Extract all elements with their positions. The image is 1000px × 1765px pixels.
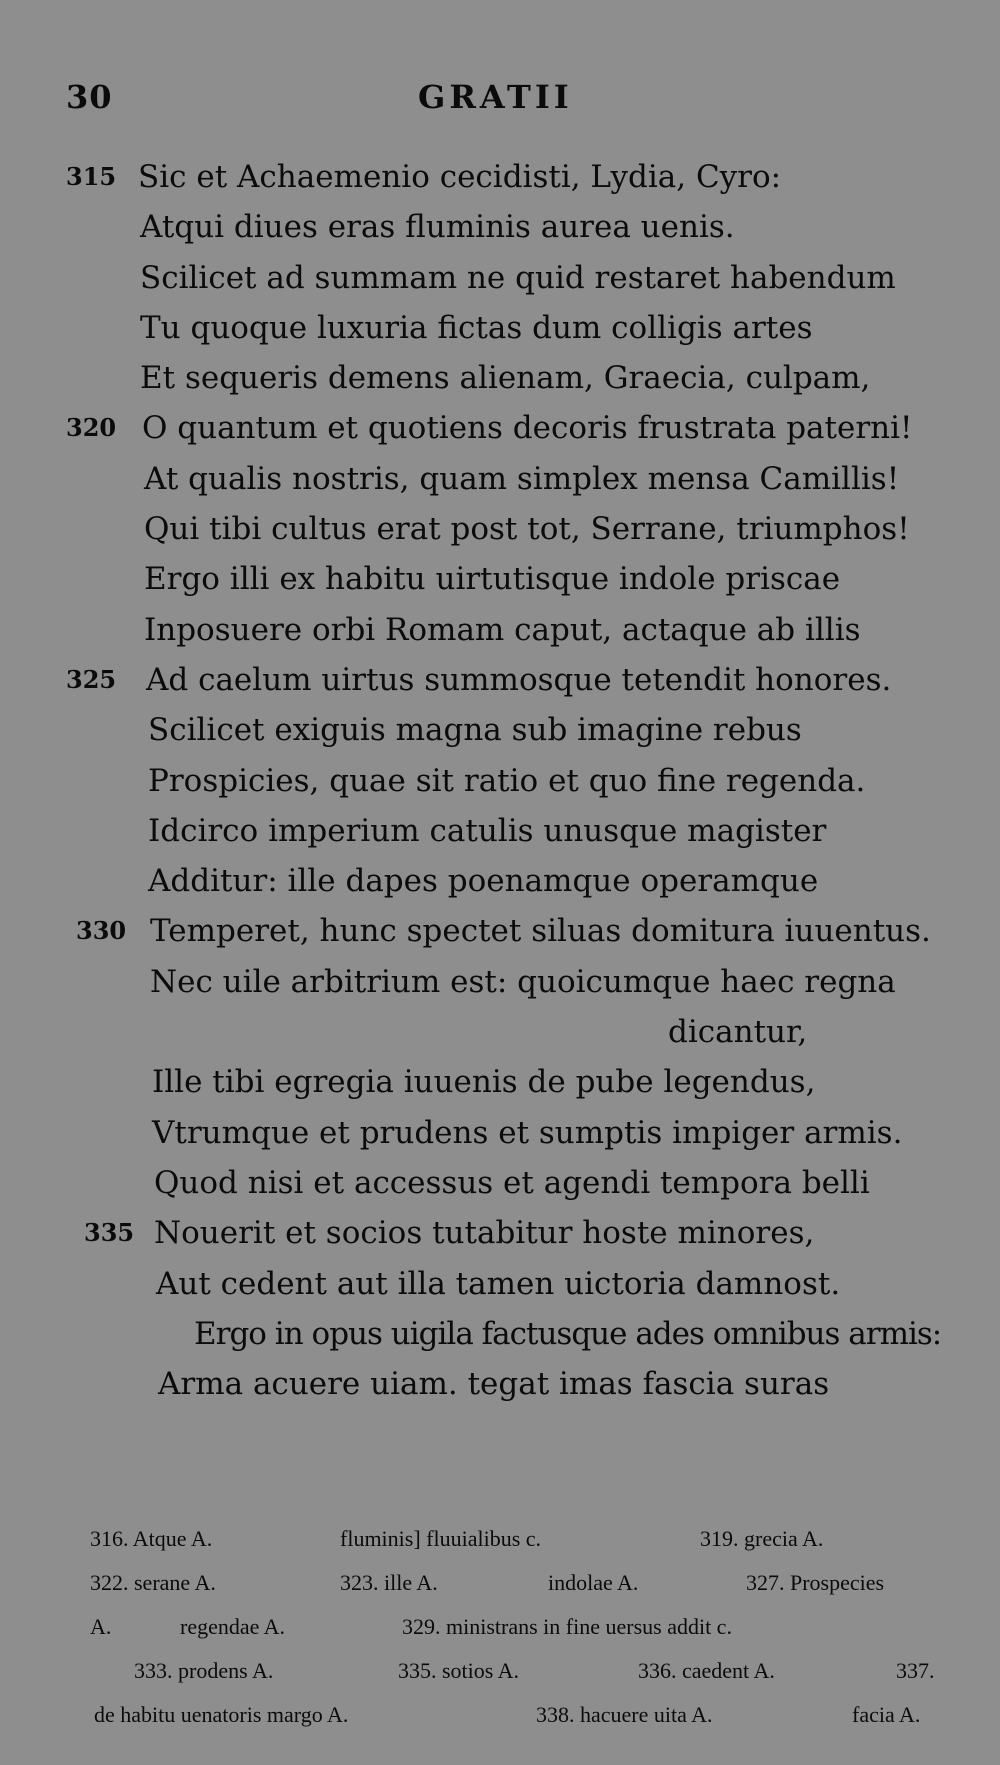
verse-line [0,1259,1000,1309]
apparatus-note: 336. caedent A. [638,1658,775,1683]
verse-line [0,906,1000,956]
verse-line-continuation [0,1007,1000,1057]
verse-line [0,454,1000,504]
apparatus-note: indolae A. [548,1570,639,1595]
verse-line [0,1057,1000,1107]
verse-line [0,655,1000,705]
verse-line [0,1158,1000,1208]
apparatus-note: de habitu uenatoris margo A. [94,1702,349,1727]
apparatus-row [90,1649,952,1693]
verse-line [0,957,1000,1007]
verse-line [0,756,1000,806]
apparatus-note: 316. Atque A. [90,1526,213,1551]
verse-text: At qualis nostris, quam simplex mensa Camillis! [144,460,900,497]
verse-text: O quantum et quotiens decoris frustrata paterni! [142,410,913,447]
verse-line [0,353,1000,403]
apparatus-row [90,1517,952,1561]
apparatus-note: fluminis] fluuialibus c. [340,1526,542,1551]
verse-line [0,253,1000,303]
verse-text: Additur: ille dapes poenamque operamque [148,863,819,900]
line-number: 325 [66,664,117,694]
apparatus-row [90,1605,952,1649]
verse-line [0,403,1000,453]
verse-line [0,856,1000,906]
verse-text: Qui tibi cultus erat post tot, Serrane, triumphos! [144,511,910,548]
apparatus-note: 338. hacuere uita A. [536,1702,713,1727]
line-number: 330 [76,916,127,946]
apparatus-note: 319. grecia A. [700,1526,824,1551]
apparatus-note: 323. ille A. [340,1570,438,1595]
verse-text: Ille tibi egregia iuuenis de pube legendus, [152,1064,816,1101]
verse-text: Ad caelum uirtus summosque tetendit honores. [146,661,892,698]
verse-line [0,152,1000,202]
verse-text: Ergo in opus uigila factusque ades omnibus armis: [194,1315,942,1352]
page-number: 30 [66,78,113,116]
apparatus-note: 322. serane A. [90,1570,216,1595]
verse-text: Nec uile arbitrium est: quoicumque haec regna [150,963,896,1000]
verse-line [0,1359,1000,1409]
verse-text: Temperet, hunc spectet siluas domitura iuuentus. [150,913,931,950]
page-header [0,78,1000,124]
verse-line [0,605,1000,655]
verse-text: dicantur, [668,1014,808,1051]
verse-line [0,202,1000,252]
apparatus-note: facia A. [852,1702,921,1727]
apparatus-note: 329. ministrans in fine uersus addit c. [402,1614,732,1639]
line-number: 315 [66,162,117,191]
verse-text: Scilicet exiguis magna sub imagine rebus [148,712,802,749]
verse-text: Vtrumque et prudens et sumptis impiger armis. [152,1114,903,1151]
apparatus-note: 335. sotios A. [398,1658,520,1683]
verse-text: Arma acuere uiam. tegat imas fascia suras [158,1366,830,1403]
line-number: 335 [84,1218,135,1248]
verse-block [0,152,1000,1409]
apparatus-row [90,1693,952,1737]
verse-text: Ergo illi ex habitu uirtutisque indole priscae [144,561,841,598]
verse-text: Inposuere orbi Romam caput, actaque ab illis [144,611,861,648]
line-number: 320 [66,413,117,443]
verse-line-indented [0,1309,1000,1359]
verse-text: Scilicet ad summam ne quid restaret habendum [140,259,896,296]
verse-text: Nouerit et socios tutabitur hoste minores, [154,1215,815,1252]
verse-text: Et sequeris demens alienam, Graecia, culpam, [140,360,871,397]
verse-text: Idcirco imperium catulis unusque magister [148,812,827,849]
verse-text: Tu quoque luxuria fictas dum colligis artes [140,309,813,346]
apparatus-note: 327. Prospecies [746,1570,885,1595]
verse-text: Quod nisi et accessus et agendi tempora belli [154,1164,870,1201]
verse-line [0,504,1000,554]
verse-line [0,1208,1000,1258]
apparatus-note: A. [90,1614,112,1639]
verse-text: Atqui diues eras fluminis aurea uenis. [140,209,735,246]
apparatus-row [90,1561,952,1605]
critical-apparatus [90,1517,952,1737]
verse-text: Aut cedent aut illa tamen uictoria damnost. [156,1265,841,1302]
apparatus-note: 333. prodens A. [134,1658,274,1683]
verse-text: Prospicies, quae sit ratio et quo fine regenda. [148,762,866,799]
verse-text: Sic et Achaemenio cecidisti, Lydia, Cyro: [138,159,782,195]
verse-line [0,554,1000,604]
verse-line [0,1108,1000,1158]
verse-line [0,303,1000,353]
apparatus-note: 337. [896,1658,935,1683]
verse-line [0,806,1000,856]
running-head: GRATII [418,78,573,116]
apparatus-note: regendae A. [180,1614,286,1639]
verse-line [0,705,1000,755]
